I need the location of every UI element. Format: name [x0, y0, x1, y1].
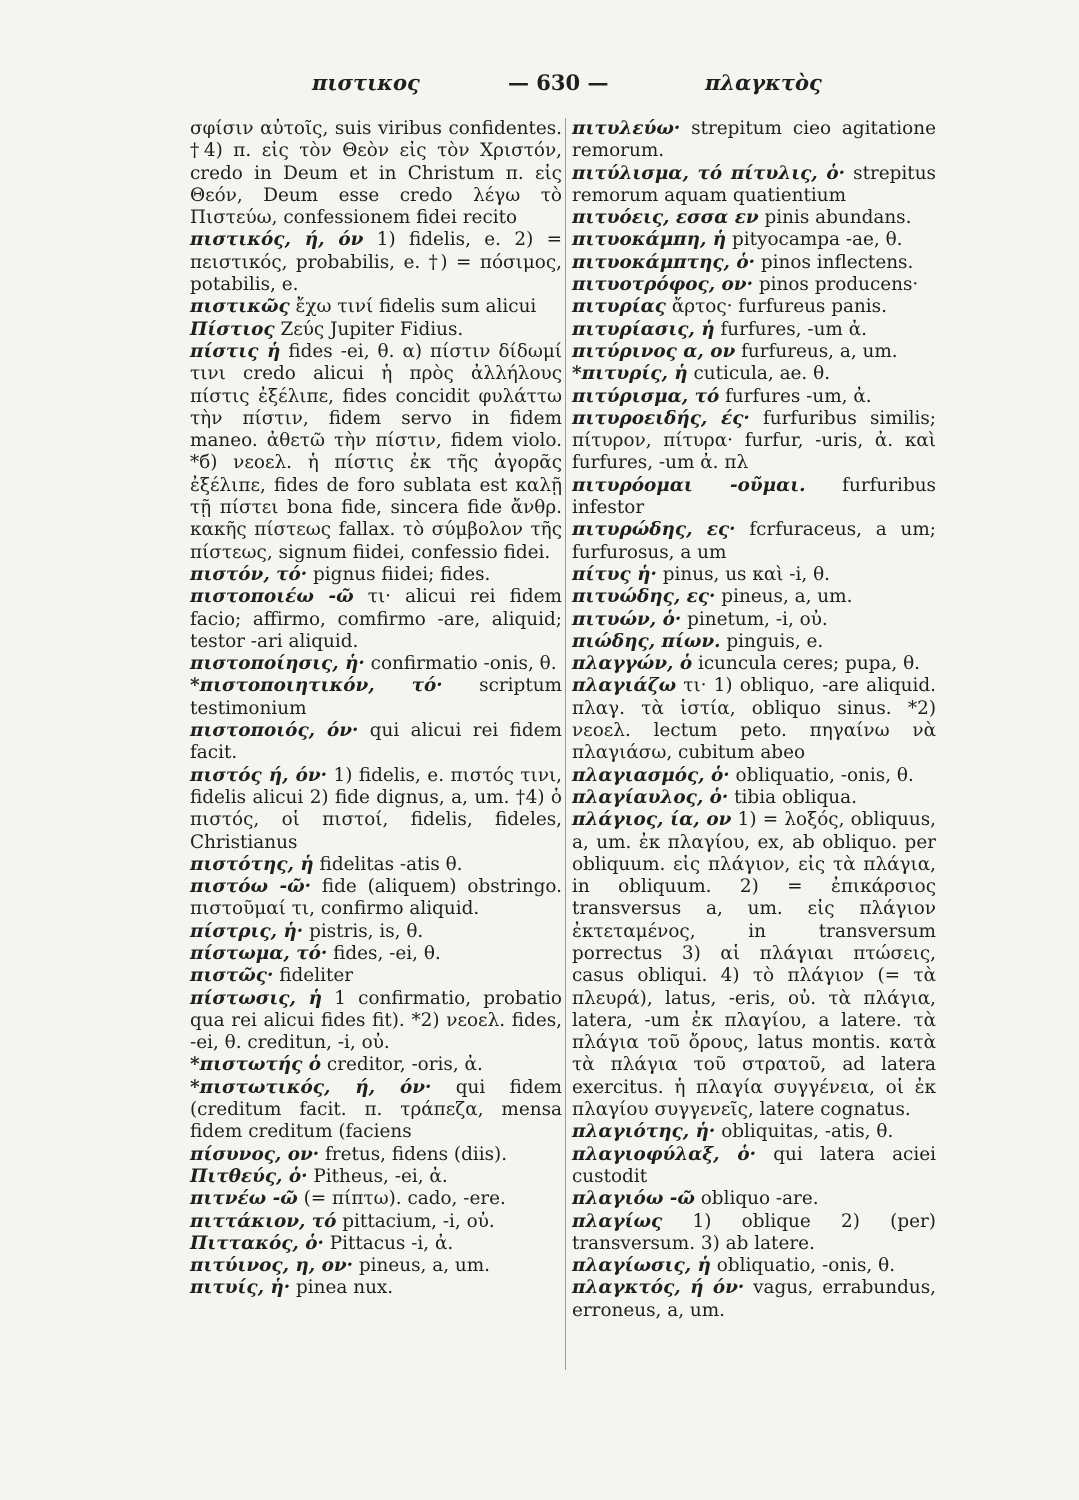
entry-definition: 1 confirmatio, probatio qua rei alicui fides fit). *2) νεοελ. fides, -ei, θ. creditun, -i, οὐ. — [190, 987, 562, 1054]
dictionary-entry — [190, 943, 562, 965]
entry-headword: πιτυρίασις, ἡ — [572, 318, 715, 340]
dictionary-entry — [190, 229, 562, 296]
entry-headword: πίστρις, ἡ· — [190, 920, 304, 942]
entry-headword: πλαγκτός, ή όν· — [572, 1277, 745, 1299]
entry-headword: πιστότης, ἡ — [190, 853, 314, 875]
entry-definition: σφίσιν αὐτοῖς, suis viribus confidentes. †4) π. εἰς τὸν Θεὸν εἰς τὸν Χριστόν, credo in Deum et in Christum π. εἰς Θεόν, Deum esse credo λέγω τὸ Πιστεύω, confessionem fidei recito — [190, 118, 562, 229]
dictionary-entry — [190, 1233, 562, 1255]
entry-headword: πιστόω -ῶ· — [190, 876, 311, 898]
entry-headword: πλαγίωσις, ἡ — [572, 1255, 711, 1277]
entry-headword: πλαγιοφύλαξ, ὁ· — [572, 1143, 757, 1165]
entry-definition: fides -ei, θ. α) πίστιν δίδωμί τινι credo alicui ἡ πρὸς ἀλλήλους πίστις ἐξέλιπε, fides concidit φυλάττω τὴν πίστιν, fidem servo in fidem maneo. ἀθετῶ τὴν πίστιν, fidem violo. *б) νεοελ. ἡ πίστις ἐκ τῆς ἀγορᾶς ἐξέλιπε, fides de foro sublata est καλῇ τῇ πίστει bona fide, sincera fide ἄνθρ. κακῆς πίστεως fallax. τὸ σύμβολον τῆς πίστεως, signum fiidei, confessio fidei. — [190, 340, 562, 563]
entry-definition: vagus, errabundus, erroneus, a, um. — [572, 1277, 936, 1321]
dictionary-entry — [190, 965, 562, 987]
entry-headword: πιτύρισμα, τό — [572, 385, 720, 407]
dictionary-entry — [190, 653, 562, 675]
entry-headword: *πιστωτής ὁ — [190, 1054, 322, 1076]
right-column — [572, 118, 936, 1322]
entry-definition: Ζεύς Jupiter Fidius. — [280, 318, 464, 340]
entry-headword: πιτυίς, ἡ· — [190, 1277, 291, 1299]
dictionary-entry — [190, 1144, 562, 1166]
entry-definition: pinguis, e. — [726, 630, 824, 652]
entry-definition: confirmatio -onis, θ. — [370, 653, 557, 675]
entry-headword: Πιττακός, ὁ· — [190, 1232, 324, 1254]
entry-definition: pistris, is, θ. — [309, 920, 424, 942]
dictionary-entry — [572, 296, 936, 318]
entry-headword: πιστοποιέω -ῶ — [190, 586, 354, 608]
entry-headword: πίτυς ἡ· — [572, 563, 657, 585]
entry-definition: fide (aliquem) obstringo. πιστοῦμαί τι, confirmo aliquid. — [190, 876, 562, 920]
entry-definition: Pitheus, -ei, ἀ. — [313, 1165, 448, 1187]
dictionary-entry — [190, 854, 562, 876]
entry-definition: scriptum testimonium — [190, 675, 562, 719]
dictionary-entry — [572, 252, 936, 274]
entry-headword: πιστόν, τό· — [190, 563, 308, 585]
entry-headword: πιτύλισμα, τό πίτυλις, ὁ· — [572, 162, 846, 184]
dictionary-entry — [190, 118, 562, 229]
dictionary-entry — [190, 675, 562, 720]
entry-headword: πιστός ή, όν· — [190, 764, 328, 786]
dictionary-entry — [572, 319, 936, 341]
entry-headword: πίστωμα, τό· — [190, 942, 328, 964]
entry-definition: pittacium, -i, οὐ. — [342, 1210, 495, 1232]
entry-definition: obliquitas, -atis, θ. — [721, 1121, 894, 1143]
entry-headword: πίστωσις, ἡ — [190, 987, 323, 1009]
entry-definition: furfures -um, ἀ. — [725, 385, 872, 407]
dictionary-entry — [190, 564, 562, 586]
entry-headword: Πιτθεύς, ὁ· — [190, 1165, 308, 1187]
entry-definition: (= πίπτω). cado, -ere. — [303, 1188, 506, 1210]
entry-headword: πιτνέω -ῶ — [190, 1188, 298, 1210]
dictionary-entry — [572, 163, 936, 208]
dictionary-entry — [572, 1121, 936, 1143]
entry-definition: furfures, -um ἀ. — [720, 318, 867, 340]
dictionary-entry — [572, 229, 936, 251]
entry-definition: pinos inflectens. — [760, 251, 914, 273]
entry-definition: furfureus, a, um. — [741, 340, 898, 362]
entry-definition: obliquo -are. — [700, 1188, 819, 1210]
entry-headword: πλαγιότης, ἡ· — [572, 1121, 716, 1143]
column-divider — [565, 118, 566, 1370]
entry-definition: pinea nux. — [296, 1277, 394, 1299]
entry-headword: πλαγγών, ὁ — [572, 653, 693, 675]
entry-definition: qui fidem (creditum facit. π. τράπεζα, mensa fidem creditum (faciens — [190, 1076, 562, 1143]
entry-headword: πλαγίως — [572, 1210, 663, 1232]
dictionary-entry — [572, 564, 936, 586]
entry-definition: ἔχω τινί fidelis sum alicui — [295, 296, 537, 318]
entry-definition: furfuribus infestor — [572, 474, 936, 519]
entry-headword: πιτυών, ὁ· — [572, 608, 682, 630]
entry-definition: furfuribus similis; πίτυρον, πίτυρα· furfur, -uris, ἀ. καὶ furfures, -um ἀ. πλ — [572, 407, 936, 474]
dictionary-entry — [190, 1077, 562, 1144]
entry-headword: πιτυοτρόφος, ον· — [572, 274, 753, 296]
entry-definition: cuticula, ae. θ. — [693, 363, 831, 385]
dictionary-entry — [572, 609, 936, 631]
entry-headword: πιώδης, πίων. — [572, 630, 721, 652]
dictionary-entry — [190, 720, 562, 765]
entry-definition: pinus, us καὶ -i, θ. — [662, 563, 831, 585]
dictionary-entry — [190, 1255, 562, 1277]
entry-headword: πιτυρίας — [572, 296, 666, 318]
dictionary-entry — [190, 876, 562, 921]
dictionary-entry — [572, 118, 936, 163]
entry-headword: πιτυοκάμπη, ἡ — [572, 229, 727, 251]
dictionary-entry — [572, 363, 936, 385]
entry-headword: πιτυόεις, εσσα εν — [572, 207, 759, 229]
entry-definition: qui alicui rei fidem facit. — [190, 720, 562, 764]
dictionary-entry — [190, 1211, 562, 1233]
entry-definition: τι· 1) obliquo, -are aliquid. πλαγ. τὰ ἱστία, obliquo sinus. *2) νεοελ. lectum peto. πηγαίνω νὰ πλαγιάσω, cubitum abeo — [572, 675, 936, 764]
dictionary-entry — [190, 921, 562, 943]
dictionary-entry — [572, 519, 936, 564]
entry-definition: pinis abundans. — [764, 207, 912, 229]
dictionary-entry — [572, 1255, 936, 1277]
dictionary-entry — [572, 1211, 936, 1256]
entry-definition: obliquatio, -onis, θ. — [716, 1255, 896, 1277]
dictionary-entry — [572, 675, 936, 764]
left-column — [190, 118, 562, 1300]
dictionary-entry — [572, 386, 936, 408]
entry-headword: πλάγιος, ία, ον — [572, 809, 732, 831]
dictionary-entry — [572, 207, 936, 229]
entry-headword: πιτύρινος α, ον — [572, 340, 736, 362]
header-left-word: πιστικος — [312, 70, 420, 95]
entry-headword: *πιτυρίς, ἡ — [572, 363, 688, 385]
dictionary-entry — [190, 1054, 562, 1076]
dictionary-entry — [190, 341, 562, 564]
entry-headword: *πιστοποιητικόν, τό· — [190, 675, 443, 697]
entry-definition: fidelitas -atis θ. — [319, 853, 463, 875]
dictionary-entry — [572, 408, 936, 475]
header-right-word: πλαγκτὸς — [705, 70, 822, 95]
entry-headword: πιτυοκάμπτης, ὁ· — [572, 251, 756, 273]
entry-headword: πιστῶς· — [190, 965, 274, 987]
dictionary-entry — [572, 274, 936, 296]
dictionary-entry — [572, 809, 936, 1121]
entry-definition: obliquatio, -onis, θ. — [735, 764, 914, 786]
entry-headword: πιτυρόομαι -οῦμαι. — [572, 474, 806, 496]
entry-definition: fcrfuraceus, a um; furfurosus, a um — [572, 519, 936, 563]
entry-definition: strepitum cieo agitatione remorum. — [572, 118, 936, 162]
entry-headword: πιτυλεύω· — [572, 118, 681, 139]
page-number: — 630 — — [508, 70, 609, 95]
entry-headword: Πίστιος — [190, 318, 275, 340]
entry-headword: πίσυνος, ον· — [190, 1143, 320, 1165]
dictionary-entry — [572, 1277, 936, 1322]
entry-definition: pineus, a, um. — [721, 586, 853, 608]
dictionary-entry — [572, 586, 936, 608]
entry-headword: πιτυρώδης, ες· — [572, 519, 736, 541]
dictionary-entry — [572, 1188, 936, 1210]
entry-definition: ἄρτος· furfureus panis. — [671, 296, 887, 318]
running-header — [0, 70, 1079, 100]
entry-headword: πιτύινος, η, ον· — [190, 1255, 354, 1277]
entry-definition: pityocampa -ae, θ. — [732, 229, 903, 251]
entry-definition: creditor, -oris, ἀ. — [326, 1054, 483, 1076]
entry-headword: πιστικός, ή, όν — [190, 229, 364, 251]
entry-definition: icuncula ceres; pupa, θ. — [698, 653, 921, 675]
dictionary-entry — [190, 1277, 562, 1299]
dictionary-entry — [190, 319, 562, 341]
dictionary-entry — [572, 765, 936, 787]
entry-definition: 1) fidelis, e. 2) = πειστικός, probabilis, e. †) = πόσιμος, potabilis, e. — [190, 229, 562, 296]
dictionary-entry — [572, 341, 936, 363]
entry-definition: pignus fiidei; fides. — [313, 563, 491, 585]
entry-definition: fides, -ei, θ. — [333, 942, 441, 964]
entry-definition: tibia obliqua. — [734, 786, 857, 808]
entry-definition: qui latera aciei custodit — [572, 1143, 936, 1187]
entry-definition: 1) oblique 2) (per) transversum. 3) ab latere. — [572, 1210, 936, 1254]
entry-headword: πιττάκιον, τό — [190, 1210, 337, 1232]
entry-definition: pineus, a, um. — [358, 1255, 491, 1277]
entry-headword: πιτυώδης, ες· — [572, 586, 716, 608]
dictionary-entry — [190, 988, 562, 1055]
entry-headword: πιστικῶς — [190, 296, 290, 318]
entry-definition: strepitus remorum aquam quatientium — [572, 162, 936, 206]
entry-definition: τι· alicui rei fidem facio; affirmo, comfirmo -are, aliquid; testor -ari aliquid. — [190, 586, 562, 652]
dictionary-entry — [190, 296, 562, 318]
dictionary-entry — [190, 586, 562, 653]
dictionary-entry — [190, 1166, 562, 1188]
entry-definition: Pittacus -i, ἀ. — [329, 1232, 454, 1254]
entry-headword: πλαγίαυλος, ὁ· — [572, 786, 729, 808]
entry-headword: πιστοποίησις, ἡ· — [190, 653, 365, 675]
entry-headword: πλαγιασμός, ὁ· — [572, 764, 730, 786]
entry-definition: fretus, fidens (diis). — [325, 1143, 508, 1165]
entry-definition: 1) fidelis, e. πιστός τινι, fidelis alicui 2) fide dignus, a, um. †4) ὁ πιστός, οἱ πιστοί, fidelis, fideles, Christianus — [190, 764, 563, 853]
dictionary-entry — [572, 631, 936, 653]
dictionary-entry — [572, 475, 936, 520]
entry-headword: πιστοποιός, όν· — [190, 720, 359, 742]
entry-headword: πίστις ἡ — [190, 340, 281, 362]
entry-headword: πλαγιόω -ῶ — [572, 1188, 695, 1210]
dictionary-entry — [572, 787, 936, 809]
entry-definition: fideliter — [279, 965, 354, 987]
entry-headword: πλαγιάζω — [572, 675, 677, 697]
dictionary-entry — [572, 1144, 936, 1189]
dictionary-entry — [190, 1188, 562, 1210]
entry-headword: πιτυροειδής, ές· — [572, 407, 750, 429]
dictionary-entry — [572, 653, 936, 675]
entry-definition: pinetum, -i, οὐ. — [687, 608, 828, 630]
entry-definition: 1) = λοξός, obliquus, a, um. ἐκ πλαγίου, ex, ab obliquo. per obliquum. εἰς πλάγιον, εἰς τὰ πλάγια, in obliquum. 2) = ἐπικάρσιος transversus a, um. εἰς πλάγιον ἐκτεταμένος, in transversum porrectus 3) αἱ πλάγιαι πτώσεις, casus obliqui. 4) τὸ πλάγιον (= τὰ πλευρά), latus, -eris, οὐ. τὰ πλάγια, latera, -um ἐκ πλαγίου, a latere. τὰ πλάγια τοῦ ὄρους, latus montis. κατὰ τὰ πλάγια τοῦ στρατοῦ, ad latera exercitus. ἡ πλαγία συγγένεια, οἱ ἐκ πλαγίου συγγενεῖς, latere cognatus. — [572, 809, 936, 1121]
entry-definition: pinos producens· — [758, 274, 919, 296]
dictionary-entry — [190, 765, 562, 854]
entry-headword: *πιστωτικός, ή, όν· — [190, 1076, 432, 1098]
